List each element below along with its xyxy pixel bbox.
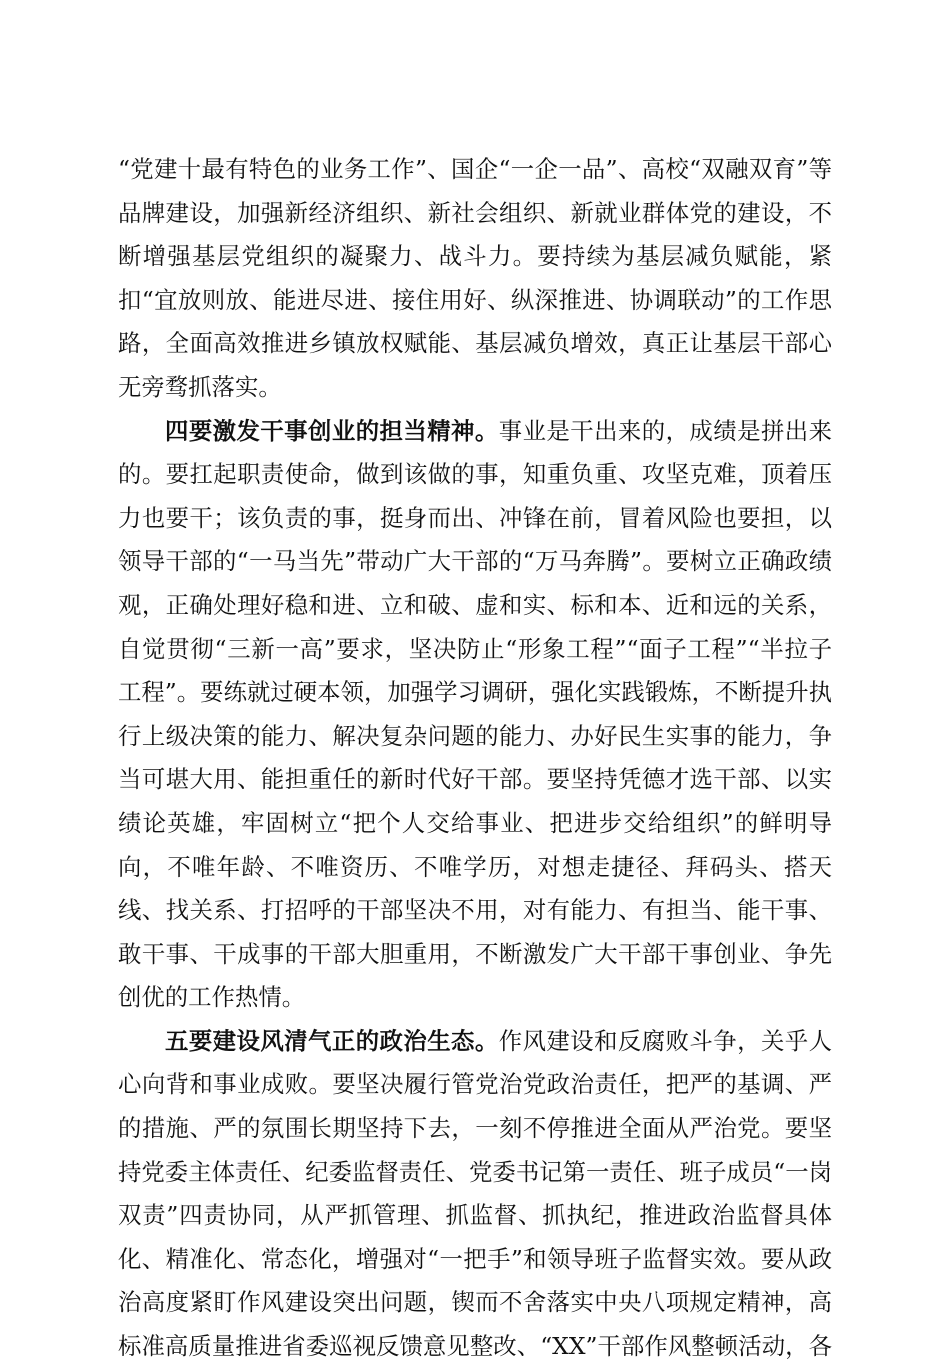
paragraph-party-building [118,148,832,410]
paragraph-heading: 四要激发干事创业的担当精神。 [165,416,499,445]
paragraph-heading: 五要建设风清气正的政治生态。 [165,1026,499,1055]
paragraph-five-political-ecology [118,1020,832,1369]
paragraph-text: 作风建设和反腐败斗争，关乎人心向背和事业成败。要坚决履行管党治党政治责任，把严的基调、严的措施、严的氛围长期坚持下去，一刻不停推进全面从严治党。要坚持党委主体责任、纪委监督责任、党委书记第一责任、班子成员“一岗双责”四责协同，从严抓管理、抓监督、抓执纪，推进政治监督具体化、精准化、常态化，增强对“一把手”和领导班子监督实效。要从政治高度紧盯作风建设突出问题，锲而不舍落实中央八项规定精神，高标准高质量推进省委巡视反馈意见整改、“XX”干部作风整顿活动，各 [118,1026,833,1361]
document-body [118,148,832,1369]
paragraph-text: 事业是干出来的，成绩是拼出来的。要扛起职责使命，做到该做的事，知重负重、攻坚克难，顶着压力也要干；该负责的事，挺身而出、冲锋在前，冒着风险也要担，以领导干部的“一马当先”带动广大干部的“万马奔腾”。要树立正确政绩观，正确处理好稳和进、立和破、虚和实、标和本、近和远的关系，自觉贯彻“三新一高”要求，坚决防止“形象工程”“面子工程”“半拉子工程”。要练就过硬本领，加强学习调研，强化实践锻炼，不断提升执行上级决策的能力、解决复杂问题的能力、办好民生实事的能力，争当可堪大用、能担重任的新时代好干部。要坚持凭德才选干部、以实绩论英雄，牢固树立“把个人交给事业、把进步交给组织”的鲜明导向，不唯年龄、不唯资历、不唯学历，对想走捷径、拜码头、搭天线、找关系、打招呼的干部坚决不用，对有能力、有担当、能干事、敢干事、干成事的干部大胆重用，不断激发广大干部干事创业、争先创优的工作热情。 [118,416,833,1012]
paragraph-text: “党建十最有特色的业务工作”、国企“一企一品”、高校“双融双育”等品牌建设，加强新经济组织、新社会组织、新就业群体党的建设，不断增强基层党组织的凝聚力、战斗力。要持续为基层减负赋能，紧扣“宜放则放、能进尽进、接住用好、纵深推进、协调联动”的工作思路，全面高效推进乡镇放权赋能、基层减负增效，真正让基层干部心无旁骛抓落实。 [118,155,832,401]
paragraph-four-responsibility [118,410,832,1020]
